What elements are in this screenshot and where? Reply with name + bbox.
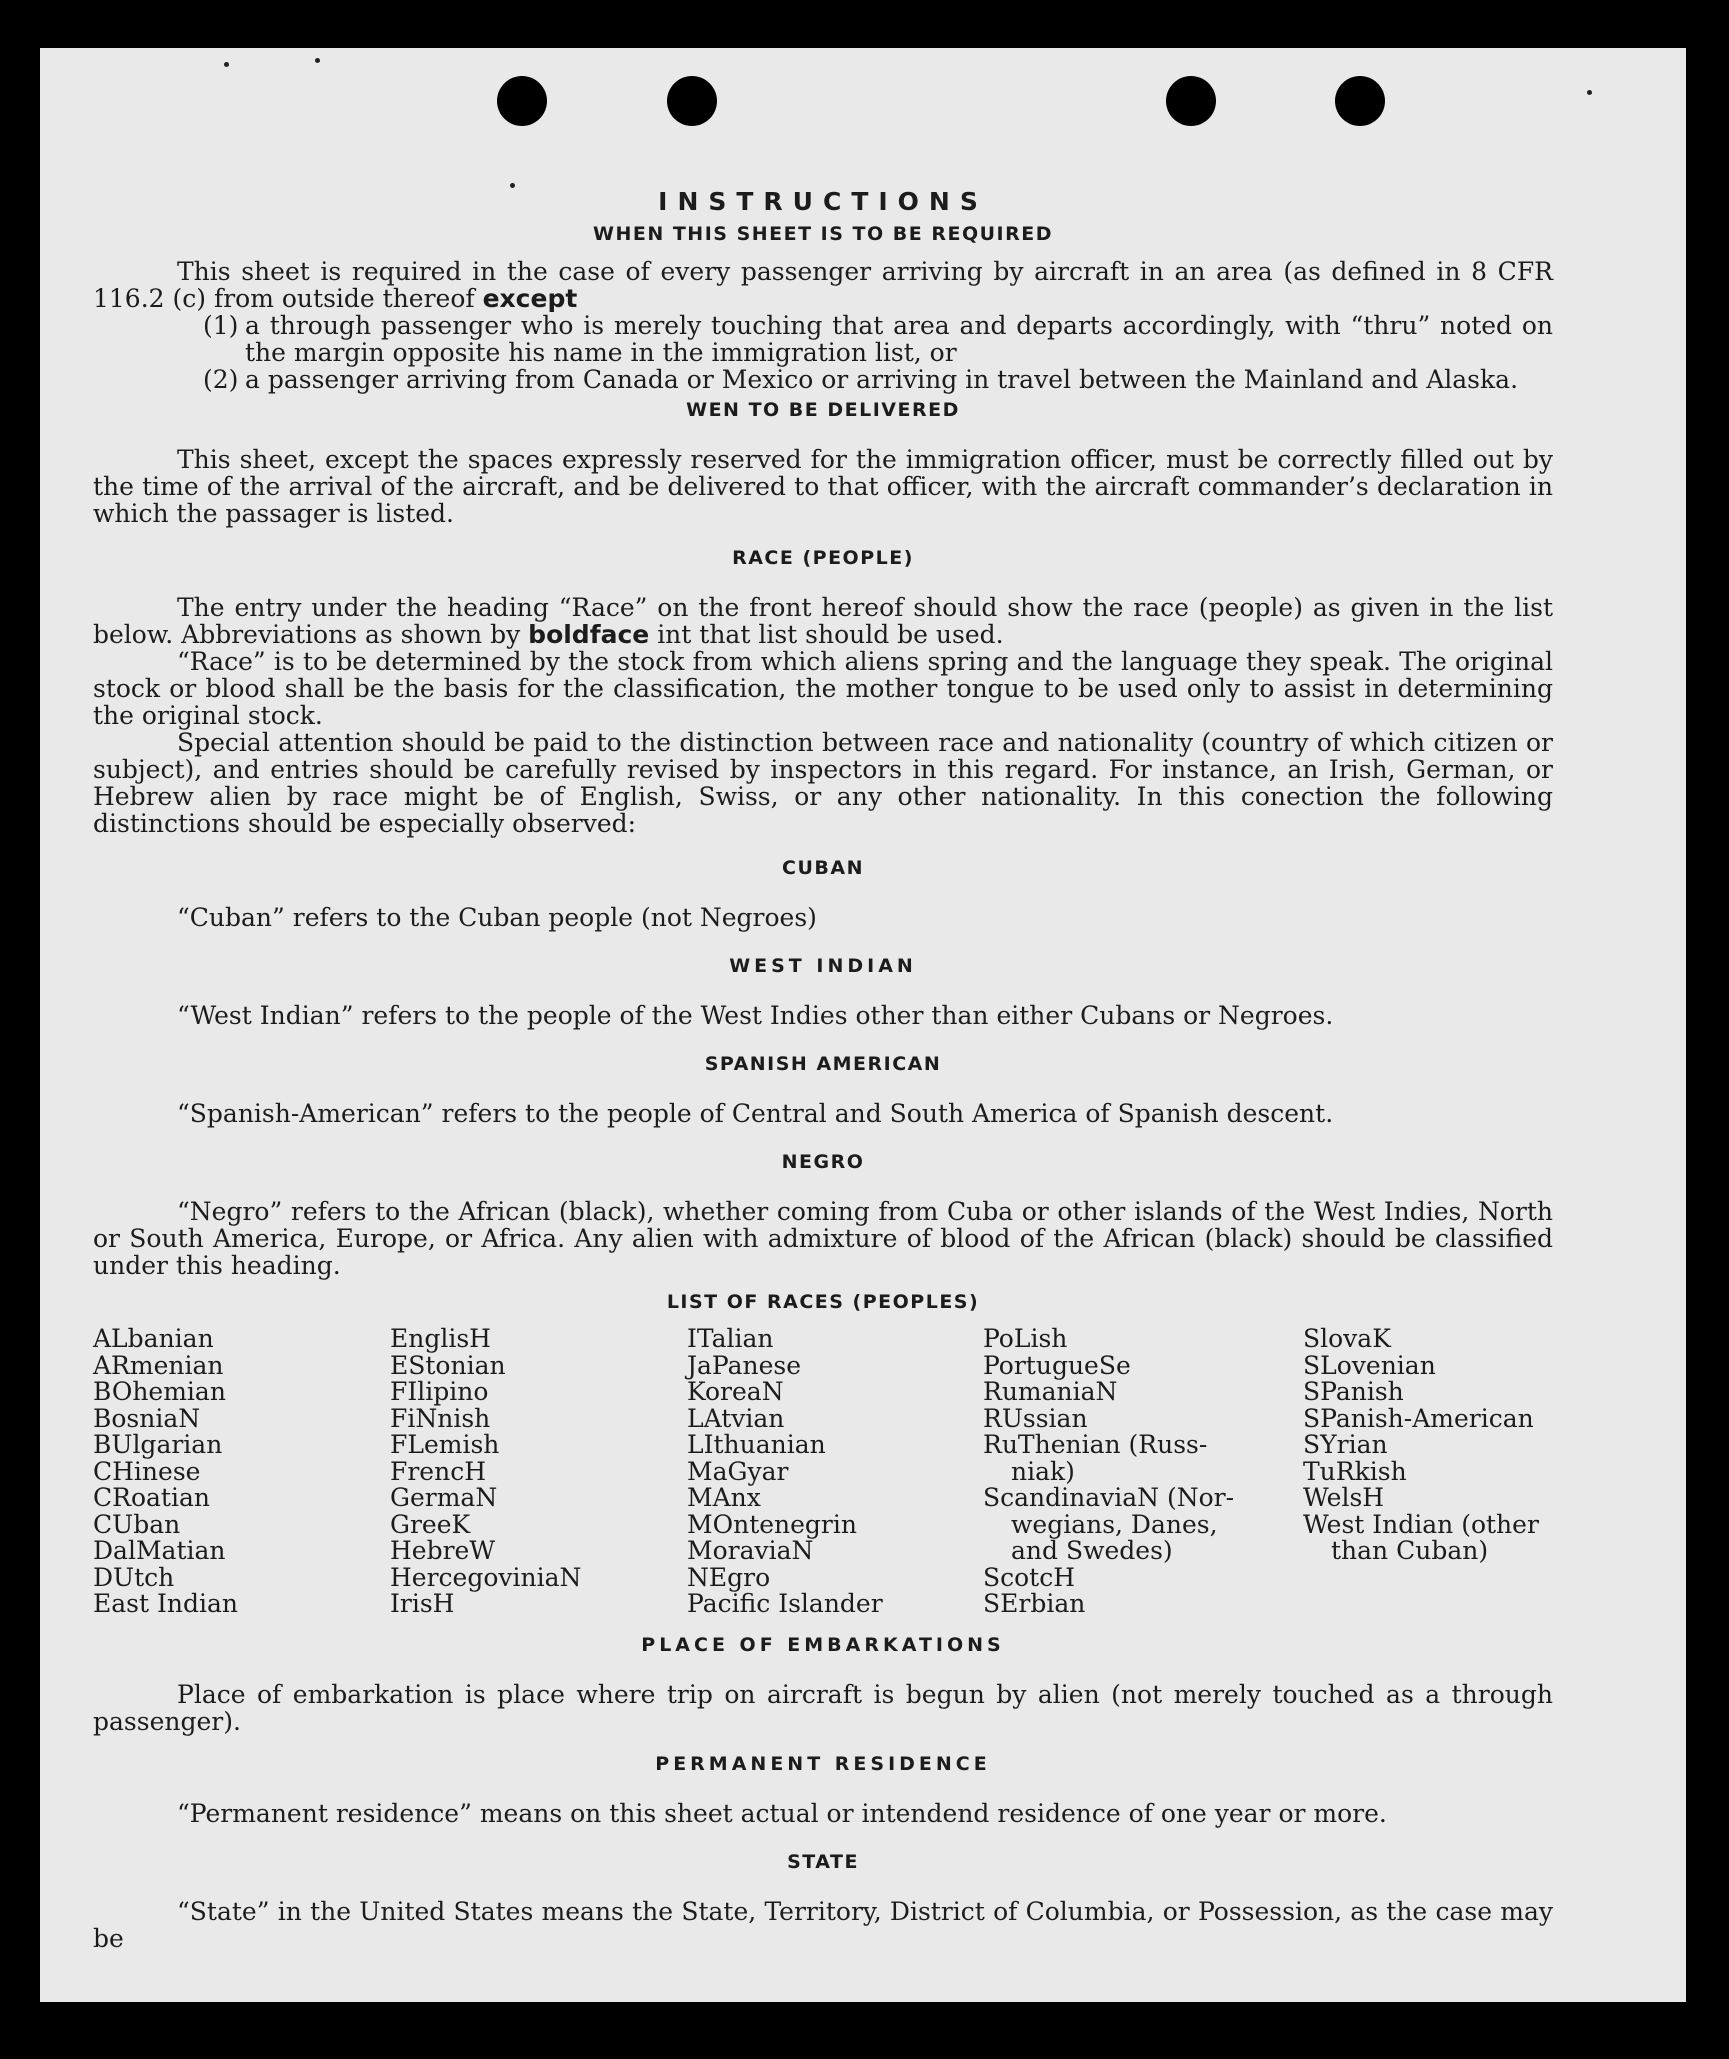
- keyword-except: except: [482, 284, 578, 313]
- race-item: SLovenian: [1303, 1350, 1436, 1380]
- race-item: PoLish: [983, 1324, 1068, 1353]
- section-title-west-indian: WEST INDIAN: [729, 955, 917, 977]
- race-item: GermaN: [390, 1483, 498, 1512]
- speck: [224, 62, 229, 67]
- section-title-race: RACE (PEOPLE): [732, 547, 914, 569]
- race-item: HebreW: [390, 1536, 496, 1565]
- race-item: MaGyar: [687, 1456, 789, 1486]
- paragraph-race-1: The entry under the heading “Race” on the front hereof should show the race (people) as given in the list below. Abbreviations as shown by boldface int that list should be used.: [93, 593, 1553, 649]
- race-item: JaPanese: [687, 1350, 802, 1380]
- race-item: PortugueSe: [983, 1350, 1131, 1380]
- section-title-list-of-races: LIST OF RACES (PEOPLES): [666, 1291, 980, 1313]
- race-list: [93, 1326, 1553, 1618]
- paragraph-state: “State” in the United States means the State, Territory, District of Columbia, or Possession, as the case may be: [93, 1896, 1553, 1953]
- race-item: ITalian: [687, 1324, 774, 1353]
- punch-hole: [497, 76, 547, 126]
- race-item: TuRkish: [1303, 1456, 1407, 1486]
- race-column-2: [390, 1326, 687, 1618]
- section-title-residence: PERMANENT RESIDENCE: [655, 1752, 991, 1775]
- race-item: ScandinaviaN (Nor-: [983, 1483, 1235, 1512]
- race-item: FrencH: [390, 1456, 486, 1486]
- punch-hole: [1335, 76, 1385, 126]
- race-item: CRoatian: [93, 1483, 210, 1512]
- race-item: MOntenegrin: [687, 1509, 857, 1539]
- race-item: ALbanian: [93, 1324, 214, 1353]
- paragraph-when-delivered: This sheet, except the spaces expressly reserved for the immigration officer, must be correctly filled out by the time of the arrival of the aircraft, and be delivered to that officer, with the aircraft commander’s declaration in which the passager is listed.: [93, 445, 1553, 528]
- race-item: EnglisH: [390, 1324, 491, 1353]
- race-item: SlovaK: [1303, 1324, 1391, 1353]
- race-item: ScotcH: [983, 1562, 1076, 1592]
- race-item: West Indian (other: [1303, 1509, 1539, 1539]
- race-item: LIthuanian: [687, 1430, 826, 1459]
- instructions-content: [93, 188, 1553, 1952]
- punch-hole: [1166, 76, 1216, 126]
- race-item: BosniaN: [93, 1403, 201, 1433]
- race-item: RuThenian (Russ-: [983, 1430, 1208, 1459]
- race-item: FLemish: [390, 1430, 500, 1459]
- race-item: ARmenian: [93, 1350, 224, 1380]
- race-column-3: [687, 1326, 983, 1618]
- race-item: SPanish-American: [1303, 1403, 1534, 1433]
- race-item: wegians, Danes,: [1011, 1509, 1218, 1539]
- race-item: MoraviaN: [687, 1536, 814, 1565]
- list-item: (1) a through passenger who is merely touching that area and departs accordingly, with “thru” noted on the margin opposite his name in the immigration list, or: [203, 311, 1553, 367]
- race-item: East Indian: [93, 1589, 238, 1618]
- race-item: RumaniaN: [983, 1377, 1118, 1406]
- section-title-cuban: CUBAN: [782, 857, 864, 879]
- race-item: SPanish: [1303, 1377, 1404, 1406]
- race-item: EStonian: [390, 1350, 506, 1380]
- paragraph-residence: “Permanent residence” means on this sheet actual or intendend residence of one year or more.: [177, 1798, 1387, 1828]
- race-item: GreeK: [390, 1509, 471, 1539]
- speck: [1587, 90, 1592, 95]
- section-title-state: STATE: [787, 1850, 859, 1873]
- race-item: CUban: [93, 1509, 181, 1539]
- race-item: SErbian: [983, 1589, 1086, 1618]
- race-item: BOhemian: [93, 1377, 226, 1406]
- speck: [315, 58, 320, 63]
- race-item: Pacific Islander: [687, 1589, 883, 1618]
- section-title-negro: NEGRO: [781, 1151, 865, 1173]
- paragraph-cuban: “Cuban” refers to the Cuban people (not Negroes): [177, 903, 817, 932]
- paragraph-race-3: Special attention should be paid to the distinction between race and nationality (country of which citizen or subject), and entries should be carefully revised by inspectors in this regard. For instance, an Irish, German, or Hebrew alien by race might be of English, Swiss, or any other nationality. In this conection the following distinctions should be especially observed:: [93, 728, 1553, 838]
- race-column-5: [1303, 1326, 1553, 1618]
- race-item: than Cuban): [1331, 1536, 1489, 1565]
- paragraph-embarkation: Place of embarkation is place where trip on aircraft is begun by alien (not merely touched as a through passenger).: [93, 1679, 1553, 1736]
- section-title-when-required: WHEN THIS SHEET IS TO BE REQUIRED: [592, 223, 1053, 245]
- race-item: SYrian: [1303, 1430, 1388, 1459]
- race-item: IrisH: [390, 1589, 455, 1618]
- section-title-when-delivered: WEN TO BE DELIVERED: [686, 399, 960, 421]
- race-item: MAnx: [687, 1483, 761, 1512]
- race-item: LAtvian: [687, 1403, 785, 1433]
- race-column-1: [93, 1326, 390, 1618]
- race-item: CHinese: [93, 1456, 201, 1486]
- race-item: DalMatian: [93, 1536, 226, 1565]
- section-title-spanish-american: SPANISH AMERICAN: [704, 1053, 942, 1075]
- list-item: (2) a passenger arriving from Canada or Mexico or arriving in travel between the Mainland and Alaska.: [203, 365, 1519, 394]
- punch-hole: [667, 76, 717, 126]
- race-item: and Swedes): [1011, 1536, 1173, 1565]
- race-item: niak): [1011, 1456, 1075, 1486]
- paragraph-negro: “Negro” refers to the African (black), whether coming from Cuba or other islands of the West Indies, North or South America, Europe, or Africa. Any alien with admixture of blood of the African (black) should be classified under this heading.: [93, 1197, 1553, 1280]
- race-item: DUtch: [93, 1562, 175, 1592]
- section-title-embarkation: PLACE OF EMBARKATIONS: [641, 1633, 1005, 1656]
- page-title: INSTRUCTIONS: [658, 187, 988, 216]
- keyword-boldface: boldface: [528, 620, 650, 649]
- race-item: RUssian: [983, 1403, 1088, 1433]
- race-item: KoreaN: [687, 1377, 784, 1406]
- race-item: FIlipino: [390, 1377, 489, 1406]
- race-item: BUlgarian: [93, 1430, 223, 1459]
- paragraph-west-indian: “West Indian” refers to the people of the West Indies other than either Cubans or Negroes.: [177, 1001, 1334, 1030]
- race-item: NEgro: [687, 1562, 771, 1592]
- document-page: [40, 48, 1686, 2002]
- paragraph-race-2: “Race” is to be determined by the stock from which aliens spring and the language they speak. The original stock or blood shall be the basis for the classification, the mother tongue to be used only to assist in determining the original stock.: [93, 647, 1553, 730]
- race-item: FiNnish: [390, 1403, 491, 1433]
- race-column-4: [983, 1326, 1303, 1618]
- paragraph-spanish-american: “Spanish-American” refers to the people of Central and South America of Spanish descent.: [177, 1099, 1334, 1128]
- race-item: WelsH: [1303, 1483, 1385, 1512]
- race-item: HercegoviniaN: [390, 1562, 582, 1592]
- paragraph-when-required: This sheet is required in the case of every passenger arriving by aircraft in an area (as defined in 8 CFR 116.2 (c) from outside thereof except: [93, 257, 1553, 313]
